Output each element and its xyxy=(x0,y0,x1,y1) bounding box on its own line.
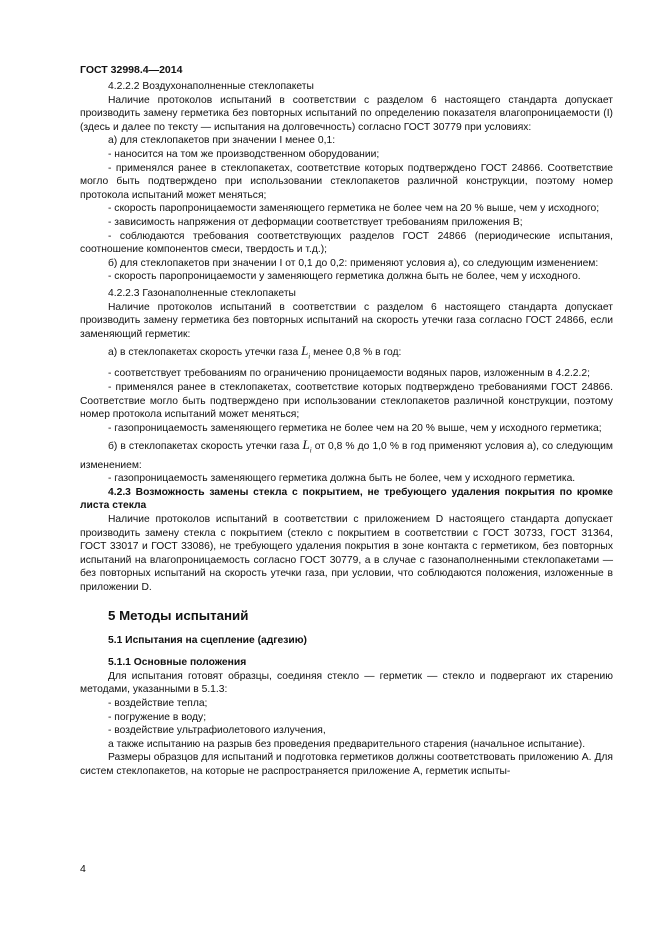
section-4-2-2-2-title: 4.2.2.2 Воздухонаполненные стеклопакеты xyxy=(108,81,314,92)
list-item: - скорость паропроницаемости заменяющего герметика не более чем на 20 % выше, чем у исходного; xyxy=(108,203,600,215)
formula-subscript: i xyxy=(308,352,311,361)
page-number: 4 xyxy=(80,863,86,875)
section-5-title: 5 Методы испытаний xyxy=(108,607,249,623)
formula-variable: L xyxy=(301,343,309,359)
list-item: а) для стеклопакетов при значении I менее 0,1: xyxy=(108,135,336,147)
list-item xyxy=(80,438,613,472)
list-item: - применялся ранее в стеклопакетах, соответствие которых подтверждено ГОСТ 24866. Соответствие могло быть подтверждено при использовании стеклопакетов различной конструкции, поэтому номер протокола испытаний может меняться; xyxy=(80,162,613,201)
list-item: - воздействие ультрафиолетового излучения, xyxy=(108,725,326,737)
formula-variable: L xyxy=(302,437,310,453)
list-item: - газопроницаемость заменяющего герметика должна быть не более, чем у исходного герметика. xyxy=(108,473,576,485)
list-item: - применялся ранее в стеклопакетах, соответствие которых подтверждено требованиями ГОСТ 24866. Соответствие могло быть подтверждено при использовании стеклопакетов различной конструкции, поэтому номер протокола испытаний может меняться; xyxy=(80,382,613,421)
list-item-text: а) в стеклопакетах скорость утечки газа xyxy=(108,347,299,359)
leakage-rate-formula xyxy=(302,437,312,456)
list-item: - наносится на том же производственном оборудовании; xyxy=(108,148,380,160)
list-item: - погружение в воду; xyxy=(108,711,207,723)
document-header: ГОСТ 32998.4—2014 xyxy=(80,64,183,76)
section-5-1-1-title: 5.1.1 Основные положения xyxy=(108,657,247,669)
list-item xyxy=(80,344,613,364)
list-item: - зависимость напряжения от деформации соответствует требованиям приложения В; xyxy=(108,216,523,228)
list-item: - соответствует требованиям по ограничению проницаемости водяных паров, изложенным в 4.2.2.2; xyxy=(108,368,590,380)
list-item-text: менее 0,8 % в год: xyxy=(313,347,402,359)
list-item: б) для стеклопакетов при значении I от 0,1 до 0,2: применяют условия а), со следующим изменением: xyxy=(108,257,599,269)
paragraph: а также испытанию на разрыв без проведения предварительного старения (начальное испытание). xyxy=(108,738,586,750)
leakage-rate-formula xyxy=(301,343,311,361)
document-body xyxy=(80,80,613,779)
section-4-2-2-3-title: 4.2.2.3 Газонаполненные стеклопакеты xyxy=(108,287,296,299)
paragraph: Наличие протоколов испытаний в соответствии с приложением D настоящего стандарта допускает производить замену стекла с покрытием (стекло с покрытием в соответствии с ГОСТ 30733, ГОСТ 31364, ГОСТ 33017 и ГОСТ 33086), не требующего удаления покрытия в зоне контакта с герметиком, без повторных испытаний на влагопроницаемость согласно ГОСТ 30779, а в случае с газонаполненными стеклопакетами — без повторных испытаний на скорость утечки газа, при условии, что соблюдаются положения, изложенные в приложении D. xyxy=(80,514,613,593)
list-item-text: от 0,8 % до 1,0 % в год применяют условия а), со следующим изменением: xyxy=(80,441,613,471)
list-item-text: б) в стеклопакетах скорость утечки газа xyxy=(108,441,300,453)
section-5-1-title: 5.1 Испытания на сцепление (адгезию) xyxy=(108,634,307,646)
list-item: - газопроницаемость заменяющего герметика не более чем на 20 % выше, чем у исходного герметика; xyxy=(108,422,602,434)
section-4-2-3-title: 4.2.3 Возможность замены стекла с покрытием, не требующего удаления покрытия по кромке листа стекла xyxy=(80,486,613,512)
list-item: - воздействие тепла; xyxy=(108,697,208,709)
paragraph: Наличие протоколов испытаний в соответствии с разделом 6 настоящего стандарта допускает производить замену герметика без повторных испытаний по определению показателя влагопроницаемости (I) (здесь и далее по тексту — испытания на долговечность) согласно ГОСТ 30779 при условиях: xyxy=(80,94,613,133)
formula-subscript: i xyxy=(309,447,312,456)
paragraph: Наличие протоколов испытаний в соответствии с разделом 6 настоящего стандарта допускает производить замену герметика без повторных испытаний на скорость утечки газа согласно ГОСТ 24866, если заменяющий герметик: xyxy=(80,301,613,340)
list-item: - скорость паропроницаемости у заменяющего герметика должна быть не более, чем у исходного. xyxy=(108,271,581,283)
paragraph: Размеры образцов для испытаний и подготовка герметиков должны соответствовать приложению А. Для систем стеклопакетов, на которые не распространяется приложение А, герметик испыты- xyxy=(80,752,613,777)
paragraph: Для испытания готовят образцы, соединяя стекло — герметик — стекло и подвергают их старению методами, указанными в 5.1.3: xyxy=(80,670,613,696)
list-item: - соблюдаются требования соответствующих разделов ГОСТ 24866 (периодические испытания, соотношение компонентов смеси, твердость и т.д.); xyxy=(80,230,613,256)
